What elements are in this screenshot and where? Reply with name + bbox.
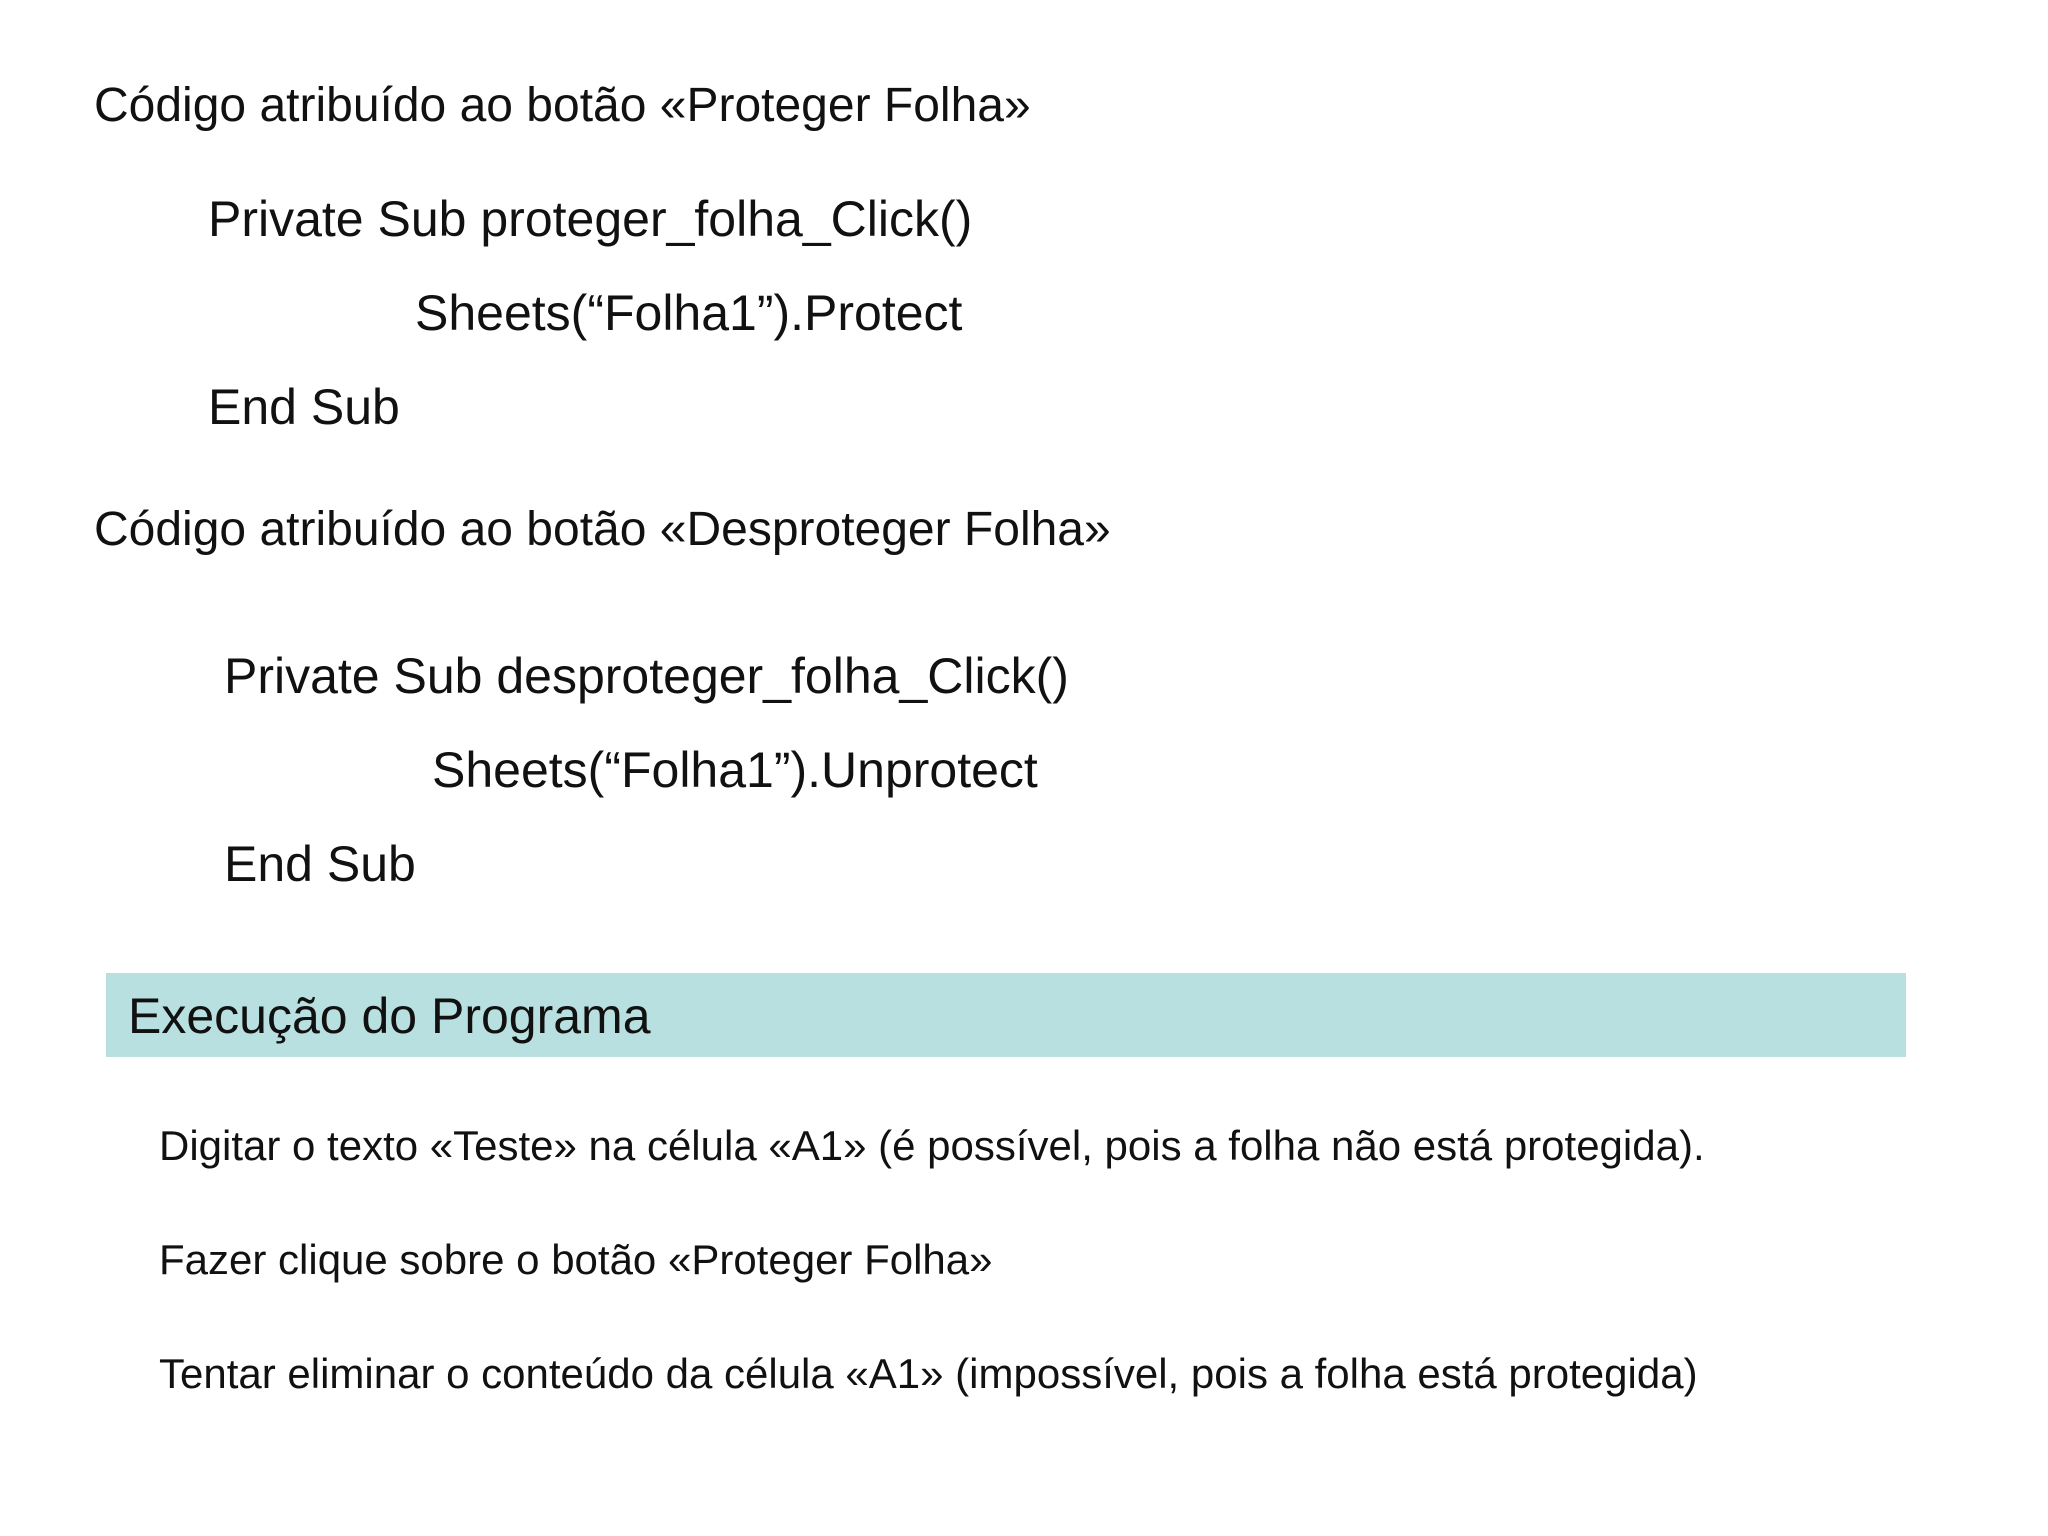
execution-section-title: Execução do Programa (128, 988, 651, 1044)
execution-step-1: Digitar o texto «Teste» na célula «A1» (é possível, pois a folha não está protegida). (159, 1122, 1705, 1169)
protect-end-sub: End Sub (208, 379, 400, 435)
protect-sub-declaration: Private Sub proteger_folha_Click() (208, 191, 973, 247)
execution-section-band (106, 973, 1906, 1057)
execution-step-2: Fazer clique sobre o botão «Proteger Folha» (159, 1236, 993, 1283)
protect-sheet-statement: Sheets(“Folha1”).Protect (415, 285, 963, 341)
unprotect-sub-declaration: Private Sub desproteger_folha_Click() (224, 648, 1069, 704)
unprotect-end-sub: End Sub (224, 836, 416, 892)
protect-button-code-heading: Código atribuído ao botão «Proteger Folha» (94, 79, 1031, 132)
execution-step-3: Tentar eliminar o conteúdo da célula «A1» (impossível, pois a folha está protegida) (159, 1350, 1698, 1397)
unprotect-sheet-statement: Sheets(“Folha1”).Unprotect (432, 742, 1038, 798)
unprotect-button-code-heading: Código atribuído ao botão «Desproteger Folha» (94, 503, 1111, 556)
